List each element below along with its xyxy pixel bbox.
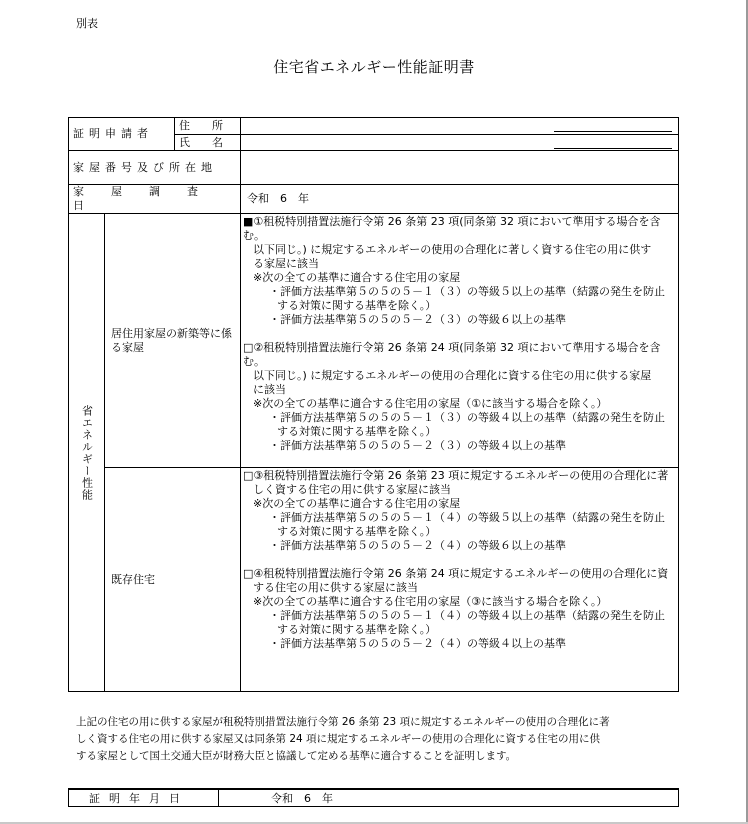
name-value	[241, 135, 679, 151]
item-3-line-4: ・評価方法基準第５の５の５－１（４）の等級５以上の基準（結露の発生を防止	[269, 511, 665, 524]
category-label-new: 居住用家屋の新築等に係る家屋	[105, 214, 241, 468]
applicant-label: 証明申請者	[69, 118, 175, 151]
category-row-new	[69, 214, 679, 468]
item-1-line-7: ・評価方法基準第５の５の５－２（３）の等級６以上の基準	[269, 313, 566, 326]
item-3-line-1: □③租税特別措置法施行令第 26 条第 23 項に規定するエネルギーの使用の合理化に著	[243, 469, 669, 482]
name-label: 氏 名	[175, 135, 241, 151]
item-1-line-6: する対策に関する基準を除く。）	[277, 299, 437, 312]
item-2-line-4: ※次の全ての基準に適合する住宅用の家屋（①に該当する場合を除く。）	[253, 397, 608, 410]
category-content-new	[241, 214, 679, 468]
item-3-line-6: ・評価方法基準第５の５の５－２（４）の等級６以上の基準	[269, 539, 566, 552]
item-4-line-2: する住宅の用に供する家屋に該当	[253, 581, 418, 594]
item-3-line-3: ※次の全ての基準に適合する住宅用の家屋	[253, 497, 461, 510]
category-label-existing: 既存住宅	[105, 468, 241, 692]
certificate-table	[68, 117, 679, 692]
certification-line-3: する家屋として国土交通大臣が財務大臣と協議して定める基準に適合することを証明します。	[76, 750, 517, 762]
item-3-line-2: しく資する住宅の用に供する家屋に該当	[253, 483, 451, 496]
name-underline	[554, 137, 672, 149]
item-1-line-3: る家屋に該当	[253, 257, 319, 270]
certification-line-1: 上記の住宅の用に供する家屋が租税特別措置法施行令第 26 条第 23 項に規定するエネルギーの使用の合理化に著	[76, 716, 610, 728]
item-2-line-1: □②租税特別措置法施行令第 26 条第 24 項(同条第 32 項において準用する場合を含む。	[243, 341, 661, 368]
item-4-line-3: ※次の全ての基準に適合する住宅用の家屋（③に該当する場合を除く。）	[253, 595, 608, 608]
address-value	[241, 118, 679, 135]
address-label: 住 所	[175, 118, 241, 135]
item-gap	[243, 553, 674, 567]
item-1-line-4: ※次の全ての基準に適合する住宅用の家屋	[253, 271, 461, 284]
certification-text	[76, 714, 676, 765]
applicant-address-row	[69, 118, 679, 135]
page-title: 住宅省エネルギー性能証明書	[273, 58, 475, 76]
item-2-line-2: 以下同じ。) に規定するエネルギーの使用の合理化に資する住宅の用に供する家屋	[253, 369, 652, 382]
item-2-line-7: ・評価方法基準第５の５の５－２（３）の等級４以上の基準	[269, 439, 566, 452]
item-4-line-1: □④租税特別措置法施行令第 26 条第 24 項に規定するエネルギーの使用の合理化に資	[243, 567, 669, 580]
address-underline	[554, 120, 672, 132]
item-4-line-5: する対策に関する基準を除く。）	[277, 623, 437, 636]
item-1-line-2: 以下同じ。) に規定するエネルギーの使用の合理化に著しく資する住宅の用に供す	[253, 243, 652, 256]
performance-label: 省エネルギー性能	[80, 404, 94, 501]
certification-date-label: 証明年月日	[69, 789, 219, 807]
item-2-line-5: ・評価方法基準第５の５の５－１（３）の等級４以上の基準（結露の発生を防止	[269, 411, 665, 424]
survey-date-label: 家屋調査日	[69, 185, 241, 214]
item-2-line-6: する対策に関する基準を除く。）	[277, 425, 437, 438]
certification-date-row	[69, 789, 679, 807]
item-2-line-3: に該当	[253, 383, 286, 396]
house-number-label: 家屋番号及び所在地	[69, 151, 241, 185]
survey-date-row	[69, 185, 679, 214]
item-3-line-5: する対策に関する基準を除く。）	[277, 525, 437, 538]
item-4-line-4: ・評価方法基準第５の５の５－１（４）の等級４以上の基準（結露の発生を防止	[269, 609, 665, 622]
category-content-existing	[241, 468, 679, 692]
performance-label-cell	[69, 214, 105, 692]
certification-date-table	[68, 788, 679, 807]
item-1-line-1: ■①租税特別措置法施行令第 26 条第 23 項(同条第 32 項において準用する場合を含む。	[243, 215, 661, 242]
annex-label: 別表	[76, 17, 98, 30]
house-number-row	[69, 151, 679, 185]
certification-line-2: しく資する住宅の用に供する家屋又は同条第 24 項に規定するエネルギーの使用の合理化に資する住宅の用に供	[76, 733, 601, 745]
house-number-value	[241, 151, 679, 185]
item-gap	[243, 327, 674, 341]
category-row-existing	[69, 468, 679, 692]
item-4-line-6: ・評価方法基準第５の５の５－２（４）の等級４以上の基準	[269, 637, 566, 650]
survey-date-value: 令和 6 年	[241, 185, 679, 214]
item-1-line-5: ・評価方法基準第５の５の５－１（３）の等級５以上の基準（結露の発生を防止	[269, 285, 665, 298]
certification-date-value: 令和 6 年	[219, 789, 679, 807]
